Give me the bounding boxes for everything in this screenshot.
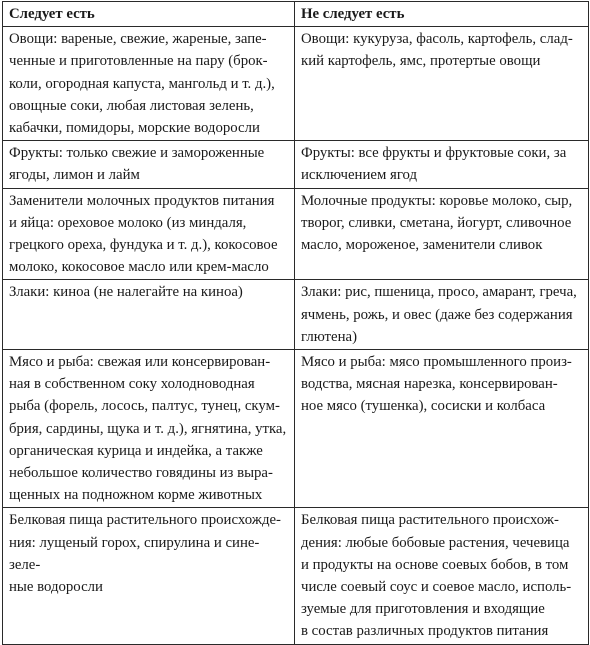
table-row xyxy=(3,141,589,188)
cell-avoid xyxy=(295,27,589,141)
table-row xyxy=(3,27,589,141)
table-header-row xyxy=(3,2,589,27)
cell-eat xyxy=(3,141,295,188)
cell-avoid xyxy=(295,350,589,508)
table-row xyxy=(3,280,589,350)
cell-text: Овощи: вареные, свежие, жареные, запе- ченные и приготовленные на пару (брок- коли, огородная капуста, мангольд и т. д.), овощные соки, любая листовая зелень, кабачки, помидоры, морские водоросли xyxy=(9,31,275,137)
cell-text: Мясо и рыба: мясо промышленного произ- водства, мясная нарезка, консервирован- ное мясо (тушенка), сосиски и колбаса xyxy=(301,354,572,415)
table-row xyxy=(3,350,589,508)
cell-text: Злаки: киноа (не налегайте на киноа) xyxy=(9,284,243,301)
cell-avoid xyxy=(295,280,589,350)
cell-eat xyxy=(3,508,295,644)
food-table xyxy=(2,1,589,645)
cell-text: Молочные продукты: коровье молоко, сыр, творог, сливки, сметана, йогурт, сливочное масло, мороженое, заменители сливок xyxy=(301,192,573,254)
cell-eat xyxy=(3,27,295,141)
cell-text: Белковая пища растительного происхож- дения: любые бобовые растения, чечевица и продукты на основе соевых бобов, в том числе соевый соус и соевое масло, исполь- зуемые для приготовления и входящие в состав различных продуктов питания xyxy=(301,512,572,640)
cell-eat xyxy=(3,280,295,350)
header-avoid: Не следует есть xyxy=(295,2,589,27)
cell-text: Овощи: кукуруза, фасоль, картофель, слад- кий картофель, ямс, протертые овощи xyxy=(301,31,573,70)
cell-avoid xyxy=(295,141,589,188)
cell-text: Фрукты: все фрукты и фруктовые соки, за исключением ягод xyxy=(301,145,567,184)
table-row xyxy=(3,188,589,280)
cell-text: Фрукты: только свежие и замороженные ягоды, лимон и лайм xyxy=(9,145,265,184)
cell-avoid xyxy=(295,508,589,644)
cell-text: Белковая пища растительного происхожде- ния: лущеный горох, спирулина и сине-зеле- ные водоросли xyxy=(9,512,281,596)
table-row xyxy=(3,508,589,644)
cell-eat xyxy=(3,350,295,508)
cell-text: Мясо и рыба: свежая или консервирован- ная в собственном соку холодноводная рыба (форель, лосось, палтус, тунец, скум- брия, сардины, щука и т. д.), ягнятина, утка, органическая курица и индейка, а также небольшое количество говядины из выра- щенных на подножном корме животных xyxy=(9,354,287,504)
cell-text: Злаки: рис, пшеница, просо, амарант, греча, ячмень, рожь, и овес (даже без содержания глютена) xyxy=(301,284,577,345)
header-eat: Следует есть xyxy=(3,2,295,27)
cell-eat xyxy=(3,188,295,280)
cell-text: Заменители молочных продуктов питания и яйца: ореховое молоко (из миндаля, грецкого ореха, фундука и т. д.), кокосовое молоко, кокосовое масло или крем-масло xyxy=(9,192,278,276)
cell-avoid xyxy=(295,188,589,280)
